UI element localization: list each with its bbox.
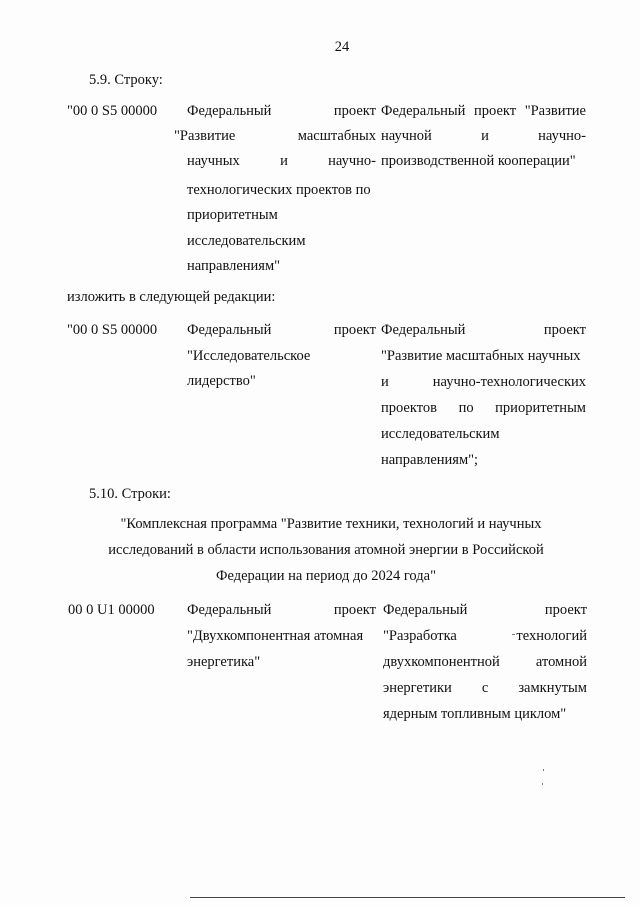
right-line-1 xyxy=(381,323,586,338)
program-title-line-2: исследований в области использования атомной энергии в Российской xyxy=(108,542,544,558)
left-line-7: направлениям" xyxy=(187,258,281,274)
word: с xyxy=(481,680,489,696)
word: двухкомпонентной xyxy=(383,654,500,670)
left-line-3: энергетика" xyxy=(187,654,261,670)
word: проект xyxy=(474,103,517,119)
word: "Развитие xyxy=(524,103,586,119)
word: Федеральный xyxy=(187,103,272,119)
program-title-line-3: Федерации на период до 2024 года" xyxy=(216,568,436,584)
word: и xyxy=(481,128,489,144)
word: и xyxy=(381,374,389,390)
right-line-5: исследовательским xyxy=(381,426,500,442)
word: проект xyxy=(333,322,376,338)
word: технологий xyxy=(516,628,587,644)
right-line-5: ядерным топливным циклом" xyxy=(383,706,567,722)
left-line-4: технологических проектов по xyxy=(187,182,371,198)
word: проект xyxy=(544,602,587,618)
word: и xyxy=(280,153,288,169)
right-line-2 xyxy=(381,129,586,144)
word: Федеральный xyxy=(187,322,272,338)
word: "Разработка xyxy=(383,628,457,644)
word: энергетики xyxy=(383,680,452,696)
word: замкнутым xyxy=(518,680,587,696)
word: масштабных xyxy=(297,128,376,144)
program-title-line-1: "Комплексная программа "Развитие техники, технологий и научных xyxy=(120,516,542,532)
left-line-3: лидерство" xyxy=(187,373,256,389)
left-line-2: "Двухкомпонентная атомная xyxy=(187,628,364,644)
word: проект xyxy=(333,103,376,119)
left-line-6: исследовательским xyxy=(187,233,306,249)
section-heading-5-9: 5.9. Строку: xyxy=(89,72,163,88)
right-line-4 xyxy=(383,681,587,696)
word: проект xyxy=(543,322,586,338)
left-line-2: "Исследовательское xyxy=(187,348,311,364)
right-line-3 xyxy=(383,655,587,670)
word: научных xyxy=(187,153,240,169)
scan-speck xyxy=(543,769,544,771)
page-number: 24 xyxy=(334,39,350,55)
section-heading-5-10: 5.10. Строки: xyxy=(89,486,171,502)
scan-speck xyxy=(512,634,515,635)
left-line-3 xyxy=(187,154,376,169)
page-bottom-rule xyxy=(190,897,625,898)
word: научно- xyxy=(328,153,376,169)
word: приоритетным xyxy=(495,400,586,416)
right-line-3: производственной кооперации" xyxy=(381,153,576,169)
word: Федеральный xyxy=(383,602,468,618)
scan-speck xyxy=(542,783,543,785)
row-code: 00 0 U1 00000 xyxy=(68,602,155,618)
word: проектов xyxy=(381,400,437,416)
left-line-1 xyxy=(187,603,376,618)
row-code: "00 0 S5 00000 xyxy=(67,322,158,338)
right-line-4 xyxy=(381,401,586,416)
word: "Развитие xyxy=(174,128,236,144)
right-line-2: "Развитие масштабных научных xyxy=(381,348,581,364)
word: по xyxy=(458,400,474,416)
left-line-1 xyxy=(187,323,376,338)
left-line-5: приоритетным xyxy=(187,207,278,223)
replace-instruction: изложить в следующей редакции: xyxy=(67,289,276,305)
left-line-2 xyxy=(174,129,376,144)
word: Федеральный xyxy=(187,602,272,618)
word: проект xyxy=(333,602,376,618)
right-line-1 xyxy=(383,603,587,618)
word: атомной xyxy=(535,654,587,670)
word: научно- xyxy=(538,128,586,144)
word: Федеральный xyxy=(381,103,466,119)
right-line-3 xyxy=(381,375,586,390)
right-line-1 xyxy=(381,104,586,119)
left-line-1 xyxy=(187,104,376,119)
right-line-2 xyxy=(383,629,587,644)
right-line-6: направлениям"; xyxy=(381,452,479,468)
word: Федеральный xyxy=(381,322,466,338)
row-code: "00 0 S5 00000 xyxy=(67,103,158,119)
word: научной xyxy=(381,128,432,144)
word: научно-технологических xyxy=(432,374,586,390)
